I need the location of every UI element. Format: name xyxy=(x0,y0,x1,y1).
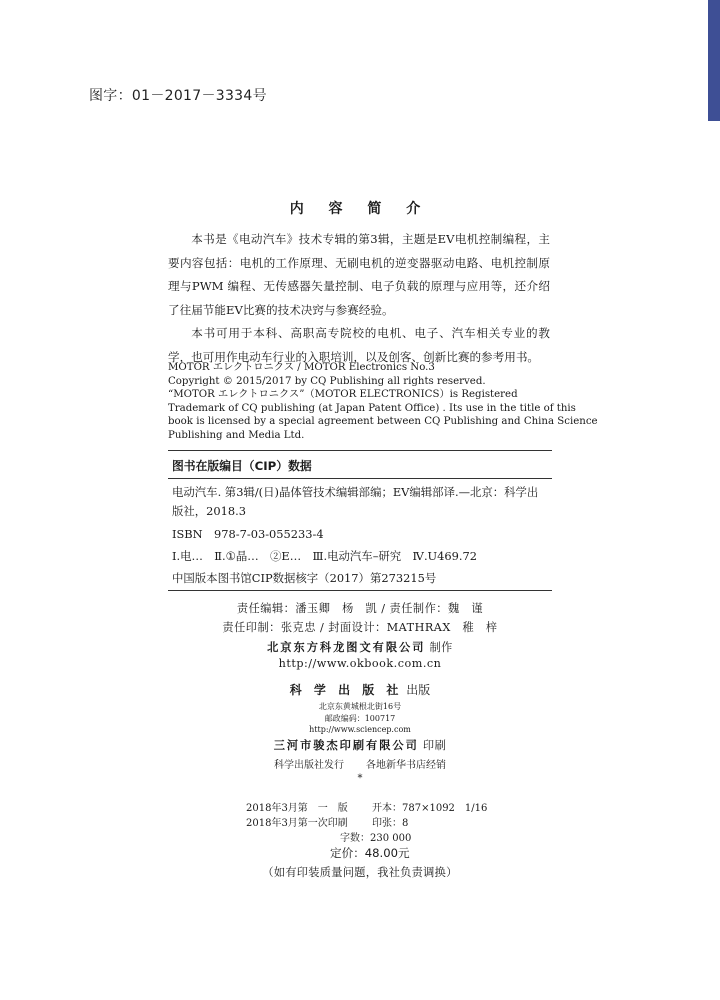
copyright-registration-number: 图字：01－2017－3334号 xyxy=(89,88,267,104)
printer-name: 三河市骏杰印刷有限公司 xyxy=(273,738,419,752)
copyright-line: Trademark of CQ publishing (at Japan Patent Office) . Its use in the title of this xyxy=(168,402,576,414)
price: 定价：48.00元 xyxy=(330,846,410,860)
distributor: 科学出版社发行 xyxy=(274,760,344,771)
summary-p1-line: 本书是《电动汽车》技术专辑的第3辑，主题是EV电机控制编程，主要 xyxy=(168,232,550,270)
blue-side-tab xyxy=(708,0,720,121)
star-separator: * xyxy=(357,773,363,784)
printing-date: 2018年3月第一次印刷 xyxy=(246,818,348,829)
cip-title-line: 版社，2018.3 xyxy=(172,504,247,518)
cip-top-rule xyxy=(168,450,552,451)
cip-bottom-rule xyxy=(168,590,552,591)
copyright-notice xyxy=(168,361,598,443)
quality-notice: （如有印装质量问题，我社负责调换） xyxy=(262,866,458,879)
publisher-line xyxy=(0,681,720,698)
cip-classification: Ⅰ.电… Ⅱ.①晶… ②E… Ⅲ.电动汽车–研究 Ⅳ.U469.72 xyxy=(172,549,478,563)
producer-url: http://www.okbook.com.cn xyxy=(278,657,442,670)
copyright-line: MOTOR エレクトロニクス / MOTOR Electronics No.3 xyxy=(168,362,435,373)
format-size: 开本：787×1092 1/16 xyxy=(372,803,488,814)
cip-verification: 中国版本图书馆CIP数据核字（2017）第273215号 xyxy=(172,571,437,585)
printer-line xyxy=(0,737,720,753)
copyright-line: Copyright © 2015/2017 by CQ Publishing all rights reserved. xyxy=(168,375,486,387)
publisher-suffix: 出版 xyxy=(406,683,431,697)
printer-suffix: 印刷 xyxy=(422,739,447,752)
copyright-line: Publishing and Media Ltd. xyxy=(168,429,305,441)
producer-suffix: 制作 xyxy=(429,641,453,654)
publisher-postcode: 邮政编码：100717 xyxy=(324,714,396,723)
print-design-credit: 责任印制：张克忠 / 封面设计：MATHRAX 稚 梓 xyxy=(222,621,498,634)
printed-sheets: 印张：8 xyxy=(372,818,409,829)
summary-p1-line: 内容包括：电机的工作原理、无刷电机的逆变器驱动电路、电机控制原理与 xyxy=(168,255,550,293)
publisher-address: 北京东黄城根北街16号 xyxy=(318,702,402,711)
cip-heading-rule xyxy=(168,478,552,479)
edition-date: 2018年3月第 一 版 xyxy=(246,803,348,814)
summary-title: 内 容 简 介 xyxy=(289,201,431,217)
publisher-name: 科 学 出 版 社 xyxy=(289,683,403,697)
producer-line xyxy=(0,639,720,655)
summary-paragraph-1 xyxy=(168,228,550,322)
summary-text xyxy=(168,228,550,369)
cip-heading: 图书在版编目（CIP）数据 xyxy=(172,459,312,473)
summary-p1-line: 能EV比赛的技术决窍与参赛经验。 xyxy=(214,302,394,317)
producer-name: 北京东方科龙图文有限公司 xyxy=(267,640,426,654)
cip-isbn: ISBN 978-7-03-055233-4 xyxy=(172,527,324,541)
copyright-line: book is licensed by a special agreement between CQ Publishing and China Science xyxy=(168,416,598,428)
retailer: 各地新华书店经销 xyxy=(366,760,446,771)
summary-p1-line: PWM 编程、无传感器矢量控制、电子负载的原理与应用等，还介绍了往届节 xyxy=(168,279,550,317)
cip-data-block xyxy=(168,450,552,590)
cip-title-line: 电动汽车. 第3辑/(日)晶体管技术编辑部编；EV编辑部译.—北京：科学出 xyxy=(172,485,539,499)
publisher-url: http://www.sciencep.com xyxy=(309,725,411,734)
distribution-line xyxy=(0,756,720,771)
summary-p2-line: 本书可用于本科、高职高专院校的电机、电子、汽车相关专业的教学， xyxy=(168,326,550,364)
word-count: 字数：230 000 xyxy=(340,833,412,844)
editors-credit: 责任编辑：潘玉卿 杨 凯 / 责任制作：魏 谨 xyxy=(236,602,484,615)
cip-title-entry xyxy=(172,483,548,521)
summary-p2-line: 也可用作电动车行业的入职培训，以及创客、创新比赛的参考用书。 xyxy=(191,349,540,364)
copyright-line: “MOTOR エレクトロニクス”（MOTOR ELECTRONICS）is Registered xyxy=(168,389,518,401)
